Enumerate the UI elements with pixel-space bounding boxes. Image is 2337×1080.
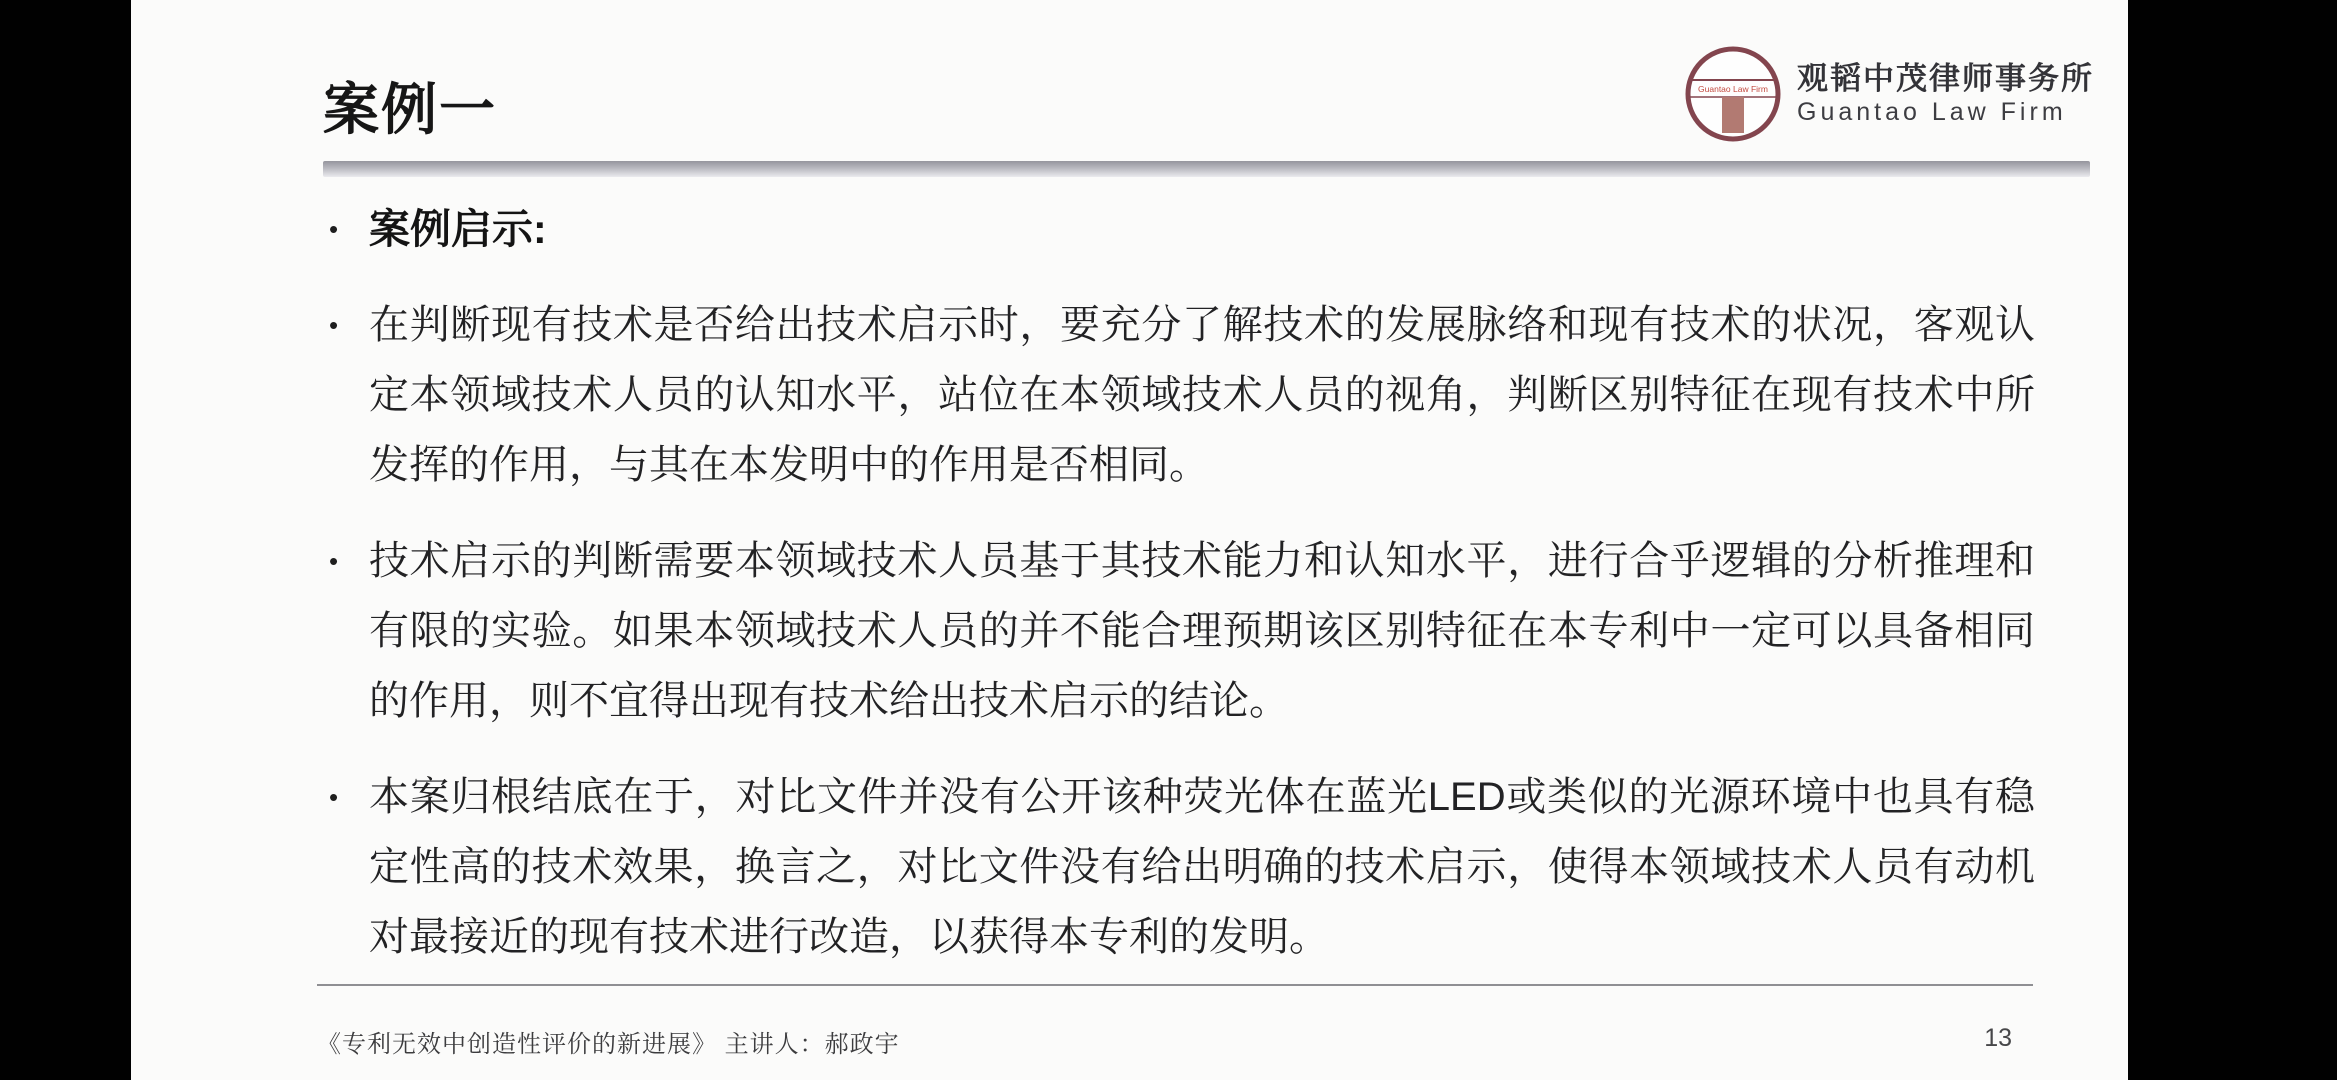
firm-name-zh: 观韬中茂律师事务所 [1797,61,2094,97]
bullet-icon: • [329,782,339,812]
paragraph-text: 本案归根结底在于，对比文件并没有公开该种荧光体在蓝光LED或类似的光源环境中也具有稳定性高的技术效果，换言之，对比文件没有给出明确的技术启示，使得本领域技术人员有动机对最接近的现有技术进行改造，以获得本专利的发明。 [369,775,2035,959]
bullet-list [329,194,2035,972]
firm-name-en: Guantao Law Firm [1797,97,2067,126]
page-number: 13 [1984,1024,2012,1052]
presentation-slide [131,0,2128,1080]
slide-title: 案例一 [323,78,497,141]
bullet-icon: • [329,546,339,576]
list-item [329,290,2035,500]
list-item [329,526,2035,736]
paragraph-text: 技术启示的判断需要本领域技术人员基于其技术能力和认知水平，进行合乎逻辑的分析推理和有限的实验。如果本领域技术人员的并不能合理预期该区别特征在本专利中一定可以具备相同的作用，则不宜得出现有技术给出技术启示的结论。 [369,539,2035,723]
guantao-logo-icon [1683,44,1783,144]
right-letterbox [2128,0,2337,1080]
left-letterbox [0,0,131,1080]
paragraph-text: 在判断现有技术是否给出技术启示时，要充分了解技术的发展脉络和现有技术的状况，客观认定本领域技术人员的认知水平，站位在本领域技术人员的视角，判断区别特征在现有技术中所发挥的作用，与其在本发明中的作用是否相同。 [369,303,2035,487]
heading-text: 案例启示: [369,206,547,252]
firm-logo [1683,44,2094,144]
footer-divider [317,984,2033,986]
title-divider [323,161,2090,177]
logo-badge-text: Guantao Law Firm [1698,84,1768,94]
footer-credit: 《专利无效中创造性评价的新进展》 主讲人：郝政宇 [317,1031,900,1058]
bullet-icon: • [329,214,339,244]
bullet-icon: • [329,310,339,340]
list-item [329,762,2035,972]
firm-names [1797,61,2094,127]
list-item-heading [329,194,2035,264]
